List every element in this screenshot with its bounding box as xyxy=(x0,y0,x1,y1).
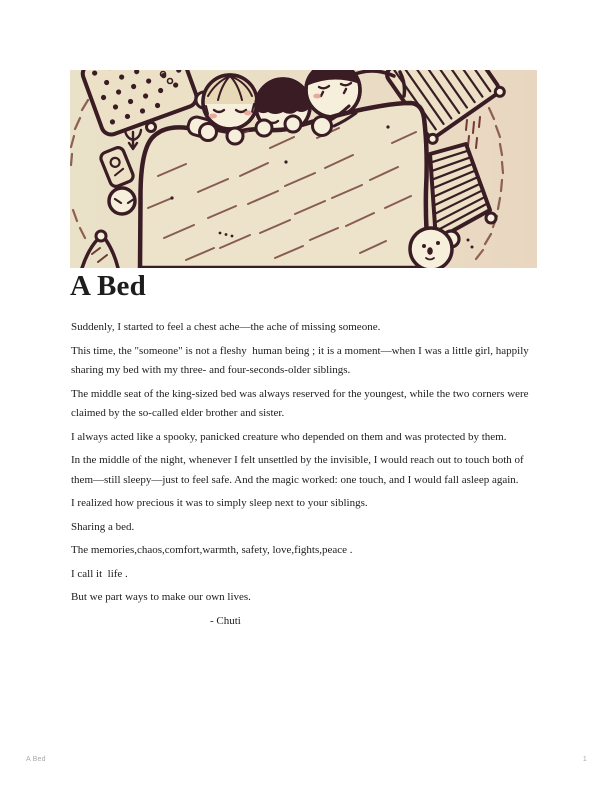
body-paragraphs xyxy=(71,318,539,608)
paragraph: The memories,chaos,comfort,warmth, safety, love,fights,peace . xyxy=(71,544,353,556)
paragraph: Suddenly, I started to feel a chest ache—the ache of missing someone. xyxy=(71,321,381,333)
paragraph: But we part ways to make our own lives. xyxy=(71,591,251,603)
bed-illustration xyxy=(70,70,537,268)
peeking-face xyxy=(109,188,135,214)
footer-document-title: A Bed xyxy=(26,756,46,763)
paragraph: In the middle of the night, whenever I felt unsettled by the invisible, I would reach out to touch both of them—still sleepy—just to feel safe. And the magic worked: one touch, and I would fall asleep again. xyxy=(71,454,527,486)
bed-illustration-canvas xyxy=(70,70,537,268)
paragraph: Sharing a bed. xyxy=(71,520,135,533)
paragraph: The middle seat of the king-sized bed was always reserved for the youngest, while the two corners were claimed by the so-called elder brother and sister. xyxy=(71,387,532,419)
footer-page-number: 1 xyxy=(582,756,587,763)
paragraph: I realized how precious it was to simply sleep next to your siblings. xyxy=(71,497,368,509)
paragraph: I call it life . xyxy=(71,567,128,580)
paragraph: This time, the "someone" is not a fleshy human being ; it is a moment—when I was a little girl, happily sharing my bed with my three- and four-seconds-older siblings. xyxy=(71,344,532,376)
author-signature: - Chuti xyxy=(210,614,241,627)
page-footer xyxy=(26,756,587,764)
paragraph: I always acted like a spooky, panicked creature who depended on them and was protected by them. xyxy=(71,430,507,443)
page-title: A Bed xyxy=(70,270,146,302)
